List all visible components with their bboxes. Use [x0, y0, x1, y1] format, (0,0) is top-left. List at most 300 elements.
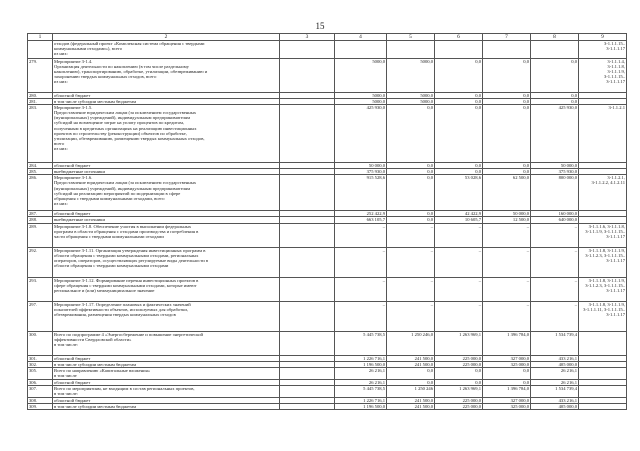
cell-text: 0,0 — [523, 99, 529, 105]
cell-text: 1 226 716,1 — [363, 355, 385, 361]
cell-text: 375 930,0 — [366, 169, 385, 175]
col-3-cell — [280, 247, 335, 277]
cell-text: 0,0 — [475, 105, 481, 111]
cell-text: 3-1.1.2.1 — [608, 105, 625, 111]
col-3-cell — [280, 105, 335, 163]
cell-text: – — [382, 277, 385, 283]
col-8-cell — [531, 403, 579, 409]
cell-text: Организация деятельности по накоплению (в том числе раздельному — [54, 64, 189, 70]
cell-text: 3-1.1.2.3, 3-1.1.1.15– — [585, 282, 625, 288]
col-6-cell — [435, 41, 483, 59]
cell-text: 241 500,0 — [414, 361, 433, 367]
cell-text: 0,0 — [571, 99, 577, 105]
row-number-cell — [28, 385, 53, 397]
cell-text: 0,0 — [523, 367, 529, 373]
cell-text: 325 000,0 — [510, 403, 529, 409]
table-row — [28, 367, 627, 379]
cell-text: эффективности Свердловской области» — [54, 336, 132, 342]
header-row — [28, 34, 627, 41]
cell-text: захоронению твердых коммунальных отходов, всего — [54, 74, 157, 80]
cell-text: накоплению), транспортированию, обработке, утилизации, обезвреживанию и — [54, 69, 208, 75]
col-7-cell — [483, 41, 531, 59]
cell-text: из них: — [54, 200, 68, 206]
cell-text: внебюджетные источники — [54, 169, 105, 175]
target-codes-cell — [579, 301, 627, 331]
col-8-cell — [531, 105, 579, 163]
cell-text: 3-1.1.1.9, — [607, 69, 625, 75]
col-6-cell — [435, 385, 483, 397]
cell-text: – — [478, 247, 481, 253]
cell-text: областной бюджет — [54, 211, 91, 217]
row-number-cell — [28, 59, 53, 93]
cell-text: 1 396 784,0 — [507, 331, 529, 337]
row-number-cell — [28, 247, 53, 277]
cell-text: областной бюджет — [54, 163, 91, 169]
cell-text: 252 422,9 — [366, 211, 385, 217]
cell-text: 0,0 — [523, 93, 529, 98]
cell-text: программ в области обращения с отходами производства и потребления в — [54, 228, 199, 234]
cell-text: 1 263 969,1 — [459, 331, 481, 337]
col-4-cell — [335, 223, 387, 247]
cell-text: областной бюджет — [54, 93, 91, 98]
col-7-cell — [483, 385, 531, 397]
col-3-cell — [280, 385, 335, 397]
cell-text: внебюджетные источники — [54, 217, 105, 223]
table-row — [28, 277, 627, 301]
target-codes-cell — [579, 223, 627, 247]
cell-text: – — [382, 301, 385, 307]
col-6-cell — [435, 367, 483, 379]
col-4-cell — [335, 403, 387, 409]
cell-text: в том числе: — [54, 390, 78, 396]
cell-text: 3-1.1.2.3, 3-1.1.1.15– — [585, 252, 625, 258]
cell-text: Всего по подпрограмме 4 «Энергосбережение и повышение энергетической — [54, 331, 203, 337]
cell-text: из них: — [54, 79, 68, 85]
col-3-cell — [280, 223, 335, 247]
row-number-cell — [28, 41, 53, 59]
col-3-cell — [280, 277, 335, 301]
cell-text: 0,0 — [523, 163, 529, 169]
row-number-cell — [28, 175, 53, 211]
col-4-cell — [335, 301, 387, 331]
cell-text: 307. — [29, 385, 38, 391]
cell-text: 301. — [29, 355, 38, 361]
cell-text: 0,0 — [427, 105, 433, 111]
cell-text: 283. — [29, 105, 38, 111]
col-6-cell — [435, 59, 483, 93]
cell-text: – — [478, 301, 481, 307]
cell-text: 0,0 — [475, 93, 481, 98]
cell-text: – — [430, 247, 433, 253]
cell-text: 0,0 — [523, 379, 529, 385]
cell-text: 241 500,0 — [414, 355, 433, 361]
col-8-cell — [531, 41, 579, 59]
cell-text: 293. — [29, 277, 38, 283]
cell-text: – — [526, 277, 529, 283]
cell-text: (муниципальных) учреждений), индивидуальным предпринимателям — [54, 185, 191, 191]
cell-text: 1 534 739,4 — [555, 331, 577, 337]
description-cell — [53, 59, 280, 93]
col-5-cell — [387, 301, 435, 331]
cell-text: 241 500,0 — [414, 403, 433, 409]
col-7-cell — [483, 223, 531, 247]
cell-text: 50 000,0 — [512, 211, 529, 217]
cell-text: 663 105,7 — [366, 217, 385, 223]
cell-text: 1 196 500,0 — [363, 361, 385, 367]
cell-text: из них: — [54, 51, 68, 57]
col-7-cell — [483, 367, 531, 379]
cell-text: 0,0 — [427, 175, 433, 181]
description-cell — [53, 331, 280, 355]
cell-text: 42 422,9 — [464, 211, 481, 217]
description-cell — [53, 247, 280, 277]
description-cell — [53, 277, 280, 301]
cell-text: 26 216,1 — [560, 379, 577, 385]
target-codes-cell — [579, 59, 627, 93]
cell-text: в том числе — [54, 372, 77, 378]
cell-text: 300. — [29, 331, 38, 337]
cell-text: 3-1.1.1.6, 3-1.1.1.8, — [588, 223, 625, 229]
col-7-cell — [483, 175, 531, 211]
cell-text: – — [478, 277, 481, 283]
row-number-cell — [28, 105, 53, 163]
col-4-cell — [335, 385, 387, 397]
cell-text: – — [382, 223, 385, 229]
cell-text: 289. — [29, 223, 38, 229]
cell-text: 0,0 — [475, 163, 481, 169]
col-3-cell — [280, 367, 335, 379]
col-5-cell — [387, 331, 435, 355]
cell-text: 0,0 — [475, 169, 481, 175]
cell-text: 225 000,0 — [462, 361, 481, 367]
col-8-cell — [531, 223, 579, 247]
cell-text: 225 000,0 — [462, 397, 481, 403]
description-cell — [53, 223, 280, 247]
cell-text: проектов по строительству (реконструкции) объектов по обработке, — [54, 130, 187, 136]
cell-text: 1 396 784,0 — [507, 385, 529, 391]
col-4-cell — [335, 277, 387, 301]
cell-text: – — [430, 301, 433, 307]
cell-text: 160 000,0 — [558, 211, 577, 217]
description-cell — [53, 301, 280, 331]
col-6-cell — [435, 331, 483, 355]
col-7-cell — [483, 59, 531, 93]
target-codes-cell — [579, 331, 627, 355]
cell-text: 3-1.1.1.11, 3-1.1.1.15– — [583, 306, 625, 312]
col-7-cell — [483, 301, 531, 331]
cell-text: части обращения с твердыми коммунальными отходами — [54, 233, 164, 239]
col-8-cell — [531, 59, 579, 93]
col-6-cell — [435, 301, 483, 331]
cell-text: полученным в кредитных организациях на реализацию инвестиционных — [54, 125, 197, 131]
col-6-cell — [435, 247, 483, 277]
header-cell: 8 — [531, 34, 579, 41]
col-5-cell — [387, 59, 435, 93]
col-3-cell — [280, 331, 335, 355]
col-6-cell — [435, 223, 483, 247]
col-5-cell — [387, 247, 435, 277]
col-7-cell — [483, 277, 531, 301]
cell-text: 1 250 246,0 — [411, 331, 433, 337]
cell-text: 287. — [29, 211, 38, 217]
col-8-cell — [531, 301, 579, 331]
col-8-cell — [531, 247, 579, 277]
cell-text: 3-1.1.1.17 — [606, 233, 625, 239]
row-number-cell — [28, 367, 53, 379]
cell-text: показателей эффективности объектов, используемых для обработки, — [54, 306, 189, 312]
row-number-cell — [28, 277, 53, 301]
cell-text: всего — [54, 140, 65, 146]
cell-text: в том числе субсидии местным бюджетам — [54, 403, 137, 409]
cell-text: – — [430, 223, 433, 229]
row-number-cell — [28, 403, 53, 409]
col-8-cell — [531, 331, 579, 355]
description-cell — [53, 403, 280, 409]
table-row — [28, 105, 627, 163]
col-4-cell — [335, 331, 387, 355]
cell-text: – — [526, 223, 529, 229]
description-cell — [53, 367, 280, 379]
header-cell: 6 — [435, 34, 483, 41]
cell-text: 281. — [29, 99, 38, 105]
header-cell: 9 — [579, 34, 627, 41]
header-cell: 1 — [28, 34, 53, 41]
cell-text: 0,0 — [475, 59, 481, 64]
col-6-cell — [435, 277, 483, 301]
cell-text: – — [382, 247, 385, 253]
cell-text: 3-1.1.1.17 — [606, 79, 625, 85]
cell-text: Мероприятие 3-1.11. Организация утверждения инвестиционных программ в — [54, 247, 206, 253]
cell-text: 327 000,0 — [510, 355, 529, 361]
cell-text: 26 216,1 — [368, 367, 385, 373]
cell-text: 433 216,1 — [558, 397, 577, 403]
cell-text: – — [574, 277, 577, 283]
cell-text: 425 930,0 — [558, 105, 577, 111]
cell-text: 26 216,1 — [368, 379, 385, 385]
col-8-cell — [531, 175, 579, 211]
col-8-cell — [531, 385, 579, 397]
cell-text: обращения с твердыми коммунальными отходами, всего — [54, 195, 165, 201]
cell-text: 308. — [29, 397, 38, 403]
col-3-cell — [280, 301, 335, 331]
col-5-cell — [387, 367, 435, 379]
cell-text: 3-1.1.1.4, — [607, 59, 625, 64]
cell-text: 305. — [29, 367, 38, 373]
row-number-cell — [28, 301, 53, 331]
target-codes-cell — [579, 403, 627, 409]
cell-text: субсидий на реализацию мероприятий по модернизации в сфере — [54, 190, 181, 196]
cell-text: 375 930,0 — [558, 169, 577, 175]
cell-text: 5000,0 — [372, 99, 385, 105]
row-number-cell — [28, 223, 53, 247]
cell-text: в том числе субсидии местным бюджетам — [54, 99, 137, 105]
cell-text: 0,0 — [523, 105, 529, 111]
cell-text: – — [574, 223, 577, 229]
cell-text: субсидий на возмещение затрат на уплату процентов по кредитам, — [54, 120, 185, 126]
header-cell: 3 — [280, 34, 335, 41]
col-3-cell — [280, 403, 335, 409]
cell-text: 62 500,0 — [512, 175, 529, 181]
cell-text: 0,0 — [475, 379, 481, 385]
cell-text: 3-1.1.1.8, 3-1.1.1.9, — [588, 247, 625, 253]
cell-text: 3-1.1.1.15– — [603, 41, 625, 46]
cell-text: 0,0 — [475, 99, 481, 105]
col-4-cell — [335, 105, 387, 163]
cell-text: 0,0 — [427, 217, 433, 223]
cell-text: областной бюджет — [54, 397, 91, 403]
cell-text: 405 000,0 — [558, 361, 577, 367]
table-row — [28, 59, 627, 93]
cell-text: (муниципальных) учреждений), индивидуальным предпринимателям — [54, 115, 191, 121]
description-cell — [53, 41, 280, 59]
col-3-cell — [280, 41, 335, 59]
cell-text: 3-1.1.1.17 — [606, 257, 625, 263]
target-codes-cell — [579, 277, 627, 301]
cell-text: 0,0 — [427, 169, 433, 175]
col-6-cell — [435, 175, 483, 211]
cell-text: Предоставление юридическим лицам (за исключением государственных — [54, 110, 197, 116]
cell-text: 50 000,0 — [368, 163, 385, 169]
cell-text: 325 000,0 — [510, 361, 529, 367]
cell-text: 0,0 — [571, 93, 577, 98]
cell-text: 5000,0 — [372, 93, 385, 98]
col-5-cell — [387, 175, 435, 211]
table-row — [28, 41, 627, 59]
cell-text: 3-1.1.2.2, 4.1.2.11 — [591, 180, 625, 186]
cell-text: 241 500,0 — [414, 397, 433, 403]
header-cell: 4 — [335, 34, 387, 41]
cell-text: 3-1.1.1.17 — [606, 287, 625, 293]
table-row — [28, 301, 627, 331]
cell-text: 5000,0 — [420, 99, 433, 105]
row-number-cell — [28, 331, 53, 355]
cell-text: 280. — [29, 93, 38, 98]
cell-text: областной бюджет — [54, 355, 91, 361]
budget-table — [27, 33, 627, 410]
col-4-cell — [335, 41, 387, 59]
cell-text: 297. — [29, 301, 38, 307]
cell-text: 3-1.1.1.17 — [606, 46, 625, 52]
cell-text: – — [574, 247, 577, 253]
cell-text: утилизации, обезвреживанию, размещению твердых коммунальных отходов, — [54, 135, 205, 141]
cell-text: 0,0 — [571, 59, 577, 64]
cell-text: 292. — [29, 247, 38, 253]
cell-text: области обращения с твердыми коммунальными отходами, региональных — [54, 252, 199, 258]
cell-text: 1 250 246 — [414, 385, 433, 391]
cell-text: 3-1.1.1.17 — [606, 311, 625, 317]
cell-text: 26 216,1 — [560, 367, 577, 373]
cell-text: 0,0 — [475, 367, 481, 373]
cell-text: 3-1.1.1.8, — [607, 64, 625, 70]
cell-text: Мероприятие 3-1.6. — [54, 175, 93, 181]
col-7-cell — [483, 247, 531, 277]
cell-text: в том числе субсидии местным бюджетам — [54, 361, 137, 367]
cell-text: в том числе: — [54, 341, 78, 347]
cell-text: 0,0 — [427, 367, 433, 373]
cell-text: 5 445 738,5 — [363, 385, 385, 391]
col-5-cell — [387, 403, 435, 409]
cell-text: – — [478, 223, 481, 229]
cell-text: коммунальными отходами»), всего — [54, 46, 123, 52]
cell-text: 288. — [29, 217, 38, 223]
cell-text: 5000,0 — [420, 59, 433, 64]
table-row — [28, 223, 627, 247]
cell-text: 327 000,0 — [510, 397, 529, 403]
cell-text: 1 263 969,1 — [459, 385, 481, 391]
header-cell: 5 — [387, 34, 435, 41]
col-7-cell — [483, 403, 531, 409]
cell-text: 10 605,7 — [464, 217, 481, 223]
col-4-cell — [335, 247, 387, 277]
page-number: 15 — [315, 21, 325, 31]
cell-text: 800 000,0 — [558, 175, 577, 181]
cell-text: 12 500,0 — [512, 217, 529, 223]
cell-text: 279. — [29, 59, 38, 64]
col-5-cell — [387, 223, 435, 247]
cell-text: 640 000,0 — [558, 217, 577, 223]
cell-text: 302. — [29, 361, 38, 367]
target-codes-cell — [579, 247, 627, 277]
cell-text: 5 445 738,5 — [363, 331, 385, 337]
cell-text: 915 528,6 — [366, 175, 385, 181]
col-3-cell — [280, 59, 335, 93]
cell-text: 309. — [29, 403, 38, 409]
description-cell — [53, 105, 280, 163]
target-codes-cell — [579, 41, 627, 59]
header-cell: 7 — [483, 34, 531, 41]
cell-text: 1 226 716,1 — [363, 397, 385, 403]
cell-text: 306. — [29, 379, 38, 385]
cell-text: обезвреживания, размещения твердых коммунальных отходов — [54, 311, 176, 317]
header-cell: 2 — [53, 34, 280, 41]
cell-text: 50 000,0 — [560, 163, 577, 169]
cell-text: 285. — [29, 169, 38, 175]
col-8-cell — [531, 277, 579, 301]
cell-text: сфере обращения с твердыми коммунальными отходами, которые имеют — [54, 282, 197, 288]
cell-text: – — [526, 301, 529, 307]
cell-text: 0,0 — [523, 169, 529, 175]
cell-text: 225 000,0 — [462, 403, 481, 409]
cell-text: Мероприятие 3-1.5. — [54, 105, 93, 111]
cell-text: Мероприятие 3-1.4. — [54, 59, 93, 64]
cell-text: 3-1.1.1.9, 3-1.1.1.15– — [585, 228, 625, 234]
target-codes-cell — [579, 175, 627, 211]
target-codes-cell — [579, 367, 627, 379]
col-8-cell — [531, 367, 579, 379]
cell-text: Всего по мероприятиям, не входящим в состав региональных проектов, — [54, 385, 195, 391]
table-row — [28, 247, 627, 277]
cell-text: – — [574, 301, 577, 307]
cell-text: 5000,0 — [372, 59, 385, 64]
cell-text: 425 930,0 — [366, 105, 385, 111]
col-5-cell — [387, 105, 435, 163]
cell-text: Мероприятие 3-1.12. Формирование перечня инвестиционных проектов в — [54, 277, 199, 283]
col-5-cell — [387, 385, 435, 397]
cell-text: 1 196 500,0 — [363, 403, 385, 409]
table-row — [28, 331, 627, 355]
col-4-cell — [335, 367, 387, 379]
cell-text: Мероприятие 3-1.8. Обеспечение участия в выполнении федеральных — [54, 223, 192, 229]
cell-text: 405 000,0 — [558, 403, 577, 409]
col-7-cell — [483, 331, 531, 355]
cell-text: 286. — [29, 175, 38, 181]
cell-text: областной бюджет — [54, 379, 91, 385]
cell-text: 1 534 739,4 — [555, 385, 577, 391]
table-row — [28, 175, 627, 211]
cell-text: Мероприятие 3-1.17. Определение плановых и фактических значений — [54, 301, 191, 307]
cell-text: региональное и (или) межмуниципальное значение — [54, 287, 155, 293]
target-codes-cell — [579, 385, 627, 397]
